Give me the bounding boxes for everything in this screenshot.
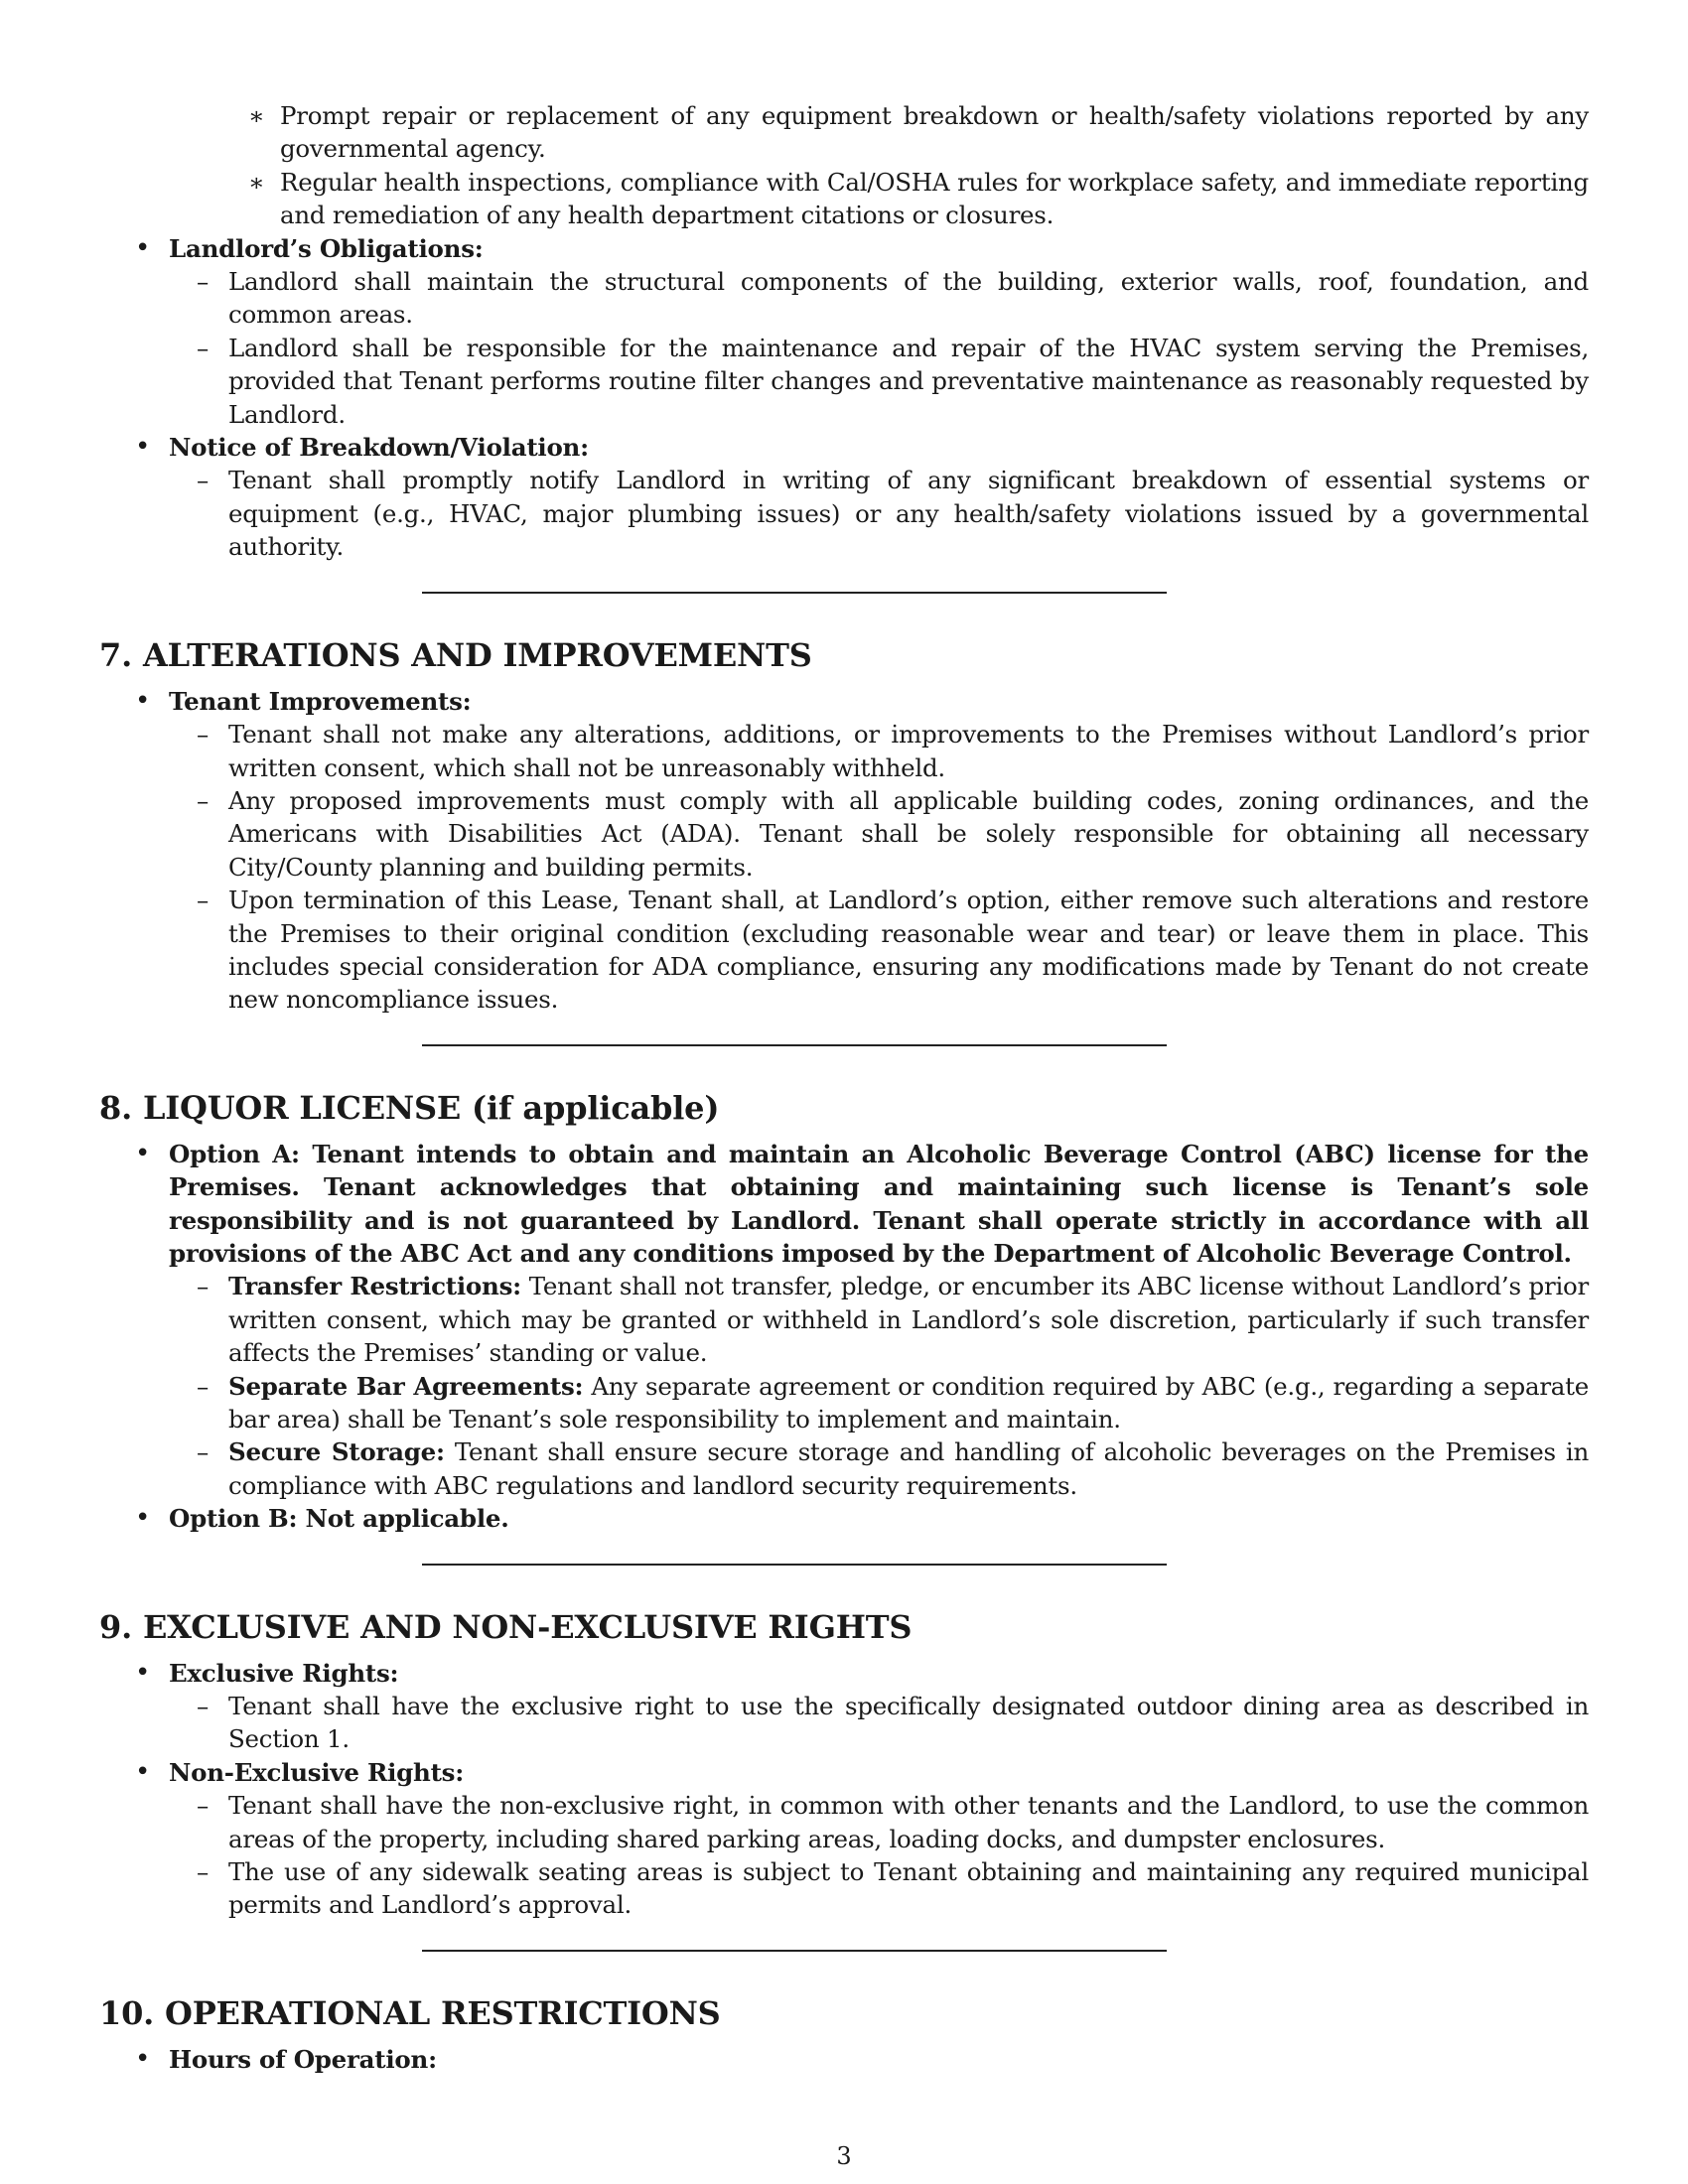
dash-bullet-icon: –	[197, 785, 209, 815]
bullet-icon: •	[135, 2043, 151, 2074]
exclusive-rights-label: Exclusive Rights:	[169, 1658, 399, 1688]
notice-item	[99, 431, 1589, 464]
dash-bullet-icon: –	[197, 267, 209, 297]
section-divider	[422, 1950, 1167, 1952]
section-8-heading: 8. LIQUOR LICENSE (if applicable)	[99, 1088, 720, 1127]
section-9-heading: 9. EXCLUSIVE AND NON-EXCLUSIVE RIGHTS	[99, 1607, 913, 1646]
bullet-icon: •	[135, 432, 151, 463]
asterisk-bullet-icon: ∗	[248, 167, 265, 197]
dash-bullet-icon: –	[197, 1692, 209, 1721]
list-item: – Separate Bar Agreements: Any separate agreement or condition required by ABC (e.g., regarding a separate bar area) shall be Tenant’s sole responsibility to implement and maintain.	[197, 1371, 1590, 1433]
list-item: – Tenant shall have the non-exclusive right, in common with other tenants and the Landlord, to use the common areas of the property, including shared parking areas, loading docks, and dumpster enclosures.	[197, 1791, 1589, 1853]
hours-item	[99, 2043, 1589, 2076]
list-item: – Tenant shall have the exclusive right to use the specifically designated outdoor dining area as described in Section 1.	[197, 1692, 1589, 1754]
section-divider	[422, 592, 1167, 594]
bullet-icon: •	[135, 1756, 151, 1787]
dash-bullet-icon: –	[197, 886, 209, 915]
exclusive-rights-item	[99, 1657, 1589, 1690]
list-item: – Tenant shall not make any alterations, additions, or improvements to the Premises without Landlord’s prior written consent, which shall not be unreasonably withheld.	[197, 720, 1589, 782]
bullet-icon: •	[135, 232, 151, 263]
landlord-obligations-item	[99, 232, 1589, 265]
section-divider	[422, 1564, 1167, 1566]
list-item: – Landlord shall be responsible for the maintenance and repair of the HVAC system serving the Premises, provided that Tenant performs routine filter changes and preventative maintenance as reasonably requested by Landlord.	[197, 333, 1589, 429]
page-number: 3	[836, 2142, 852, 2170]
notice-label: Notice of Breakdown/Violation:	[169, 433, 589, 463]
option-a-text: Option A: Tenant intends to obtain and maintain an Alcoholic Beverage Control (ABC) license for the Premises. Tenant acknowledges that obtaining and maintaining such license is Tenant’s sole responsibility and is not guaranteed by Landlord. Tenant shall operate strictly in accordance with all provisions of the ABC Act and any conditions imposed by the Department of Alcoholic Beverage Control.	[169, 1139, 1589, 1268]
list-item: – Secure Storage: Tenant shall ensure secure storage and handling of alcoholic beverages on the Premises in compliance with ABC regulations and landlord security requirements.	[197, 1437, 1589, 1500]
list-item: – Upon termination of this Lease, Tenant shall, at Landlord’s option, either remove such alterations and restore the Premises to their original condition (excluding reasonable wear and tear) or leave them in place. This includes special consideration for ADA compliance, ensuring any modifications made by Tenant do not create new noncompliance issues.	[197, 886, 1589, 1015]
tenant-improvements-item	[99, 685, 1589, 718]
section-7-heading: 7. ALTERATIONS AND IMPROVEMENTS	[99, 635, 812, 674]
nonexclusive-rights-item	[99, 1756, 1589, 1789]
bullet-icon: •	[135, 1138, 151, 1168]
list-item: – Landlord shall maintain the structural components of the building, exterior walls, roof, foundation, and common areas.	[197, 267, 1589, 330]
dash-bullet-icon: –	[197, 466, 209, 495]
list-item: – The use of any sidewalk seating areas is subject to Tenant obtaining and maintaining any required municipal permits and Landlord’s approval.	[197, 1857, 1589, 1920]
sub-item: ∗ Regular health inspections, compliance with Cal/OSHA rules for workplace safety, and immediate reporting and remediation of any health department citations or closures.	[248, 167, 1589, 230]
dash-bullet-icon: –	[197, 1437, 209, 1467]
landlord-obligations-label: Landlord’s Obligations:	[169, 233, 484, 263]
option-b-text: Option B: Not applicable.	[169, 1504, 509, 1534]
section-divider	[422, 1044, 1167, 1046]
dash-bullet-icon: –	[197, 333, 209, 362]
list-item: – Any proposed improvements must comply with all applicable building codes, zoning ordinances, and the Americans with Disabilities Act (ADA). Tenant shall be solely responsible for obtaining all necessary City/County planning and building permits.	[197, 785, 1589, 882]
dash-bullet-icon: –	[197, 1371, 209, 1401]
list-item: – Tenant shall promptly notify Landlord in writing of any significant breakdown of essential systems or equipment (e.g., HVAC, major plumbing issues) or any health/safety violations issued by a governmental authority.	[197, 466, 1589, 562]
dash-bullet-icon: –	[197, 720, 209, 750]
page-content	[99, 99, 1589, 2076]
list-item: – Transfer Restrictions: Tenant shall not transfer, pledge, or encumber its ABC license without Landlord’s prior written consent, which may be granted or withheld in Landlord’s sole discretion, particularly if such transfer affects the Premises’ standing or value.	[197, 1272, 1589, 1368]
sub-item: ∗ Prompt repair or replacement of any equipment breakdown or health/safety violations reported by any governmental agency.	[248, 101, 1589, 164]
hours-label: Hours of Operation:	[169, 2044, 437, 2074]
section-10-heading: 10. OPERATIONAL RESTRICTIONS	[99, 1993, 721, 2032]
dash-bullet-icon: –	[197, 1791, 209, 1821]
asterisk-bullet-icon: ∗	[248, 101, 265, 130]
bullet-icon: •	[135, 685, 151, 716]
dash-bullet-icon: –	[197, 1272, 209, 1301]
bullet-icon: •	[135, 1503, 151, 1534]
dash-bullet-icon: –	[197, 1857, 209, 1887]
nonexclusive-rights-label: Non-Exclusive Rights:	[169, 1757, 465, 1787]
tenant-improvements-label: Tenant Improvements:	[169, 686, 472, 716]
option-a-item	[99, 1138, 1589, 1271]
option-b-item	[99, 1502, 1589, 1535]
bullet-icon: •	[135, 1657, 151, 1688]
